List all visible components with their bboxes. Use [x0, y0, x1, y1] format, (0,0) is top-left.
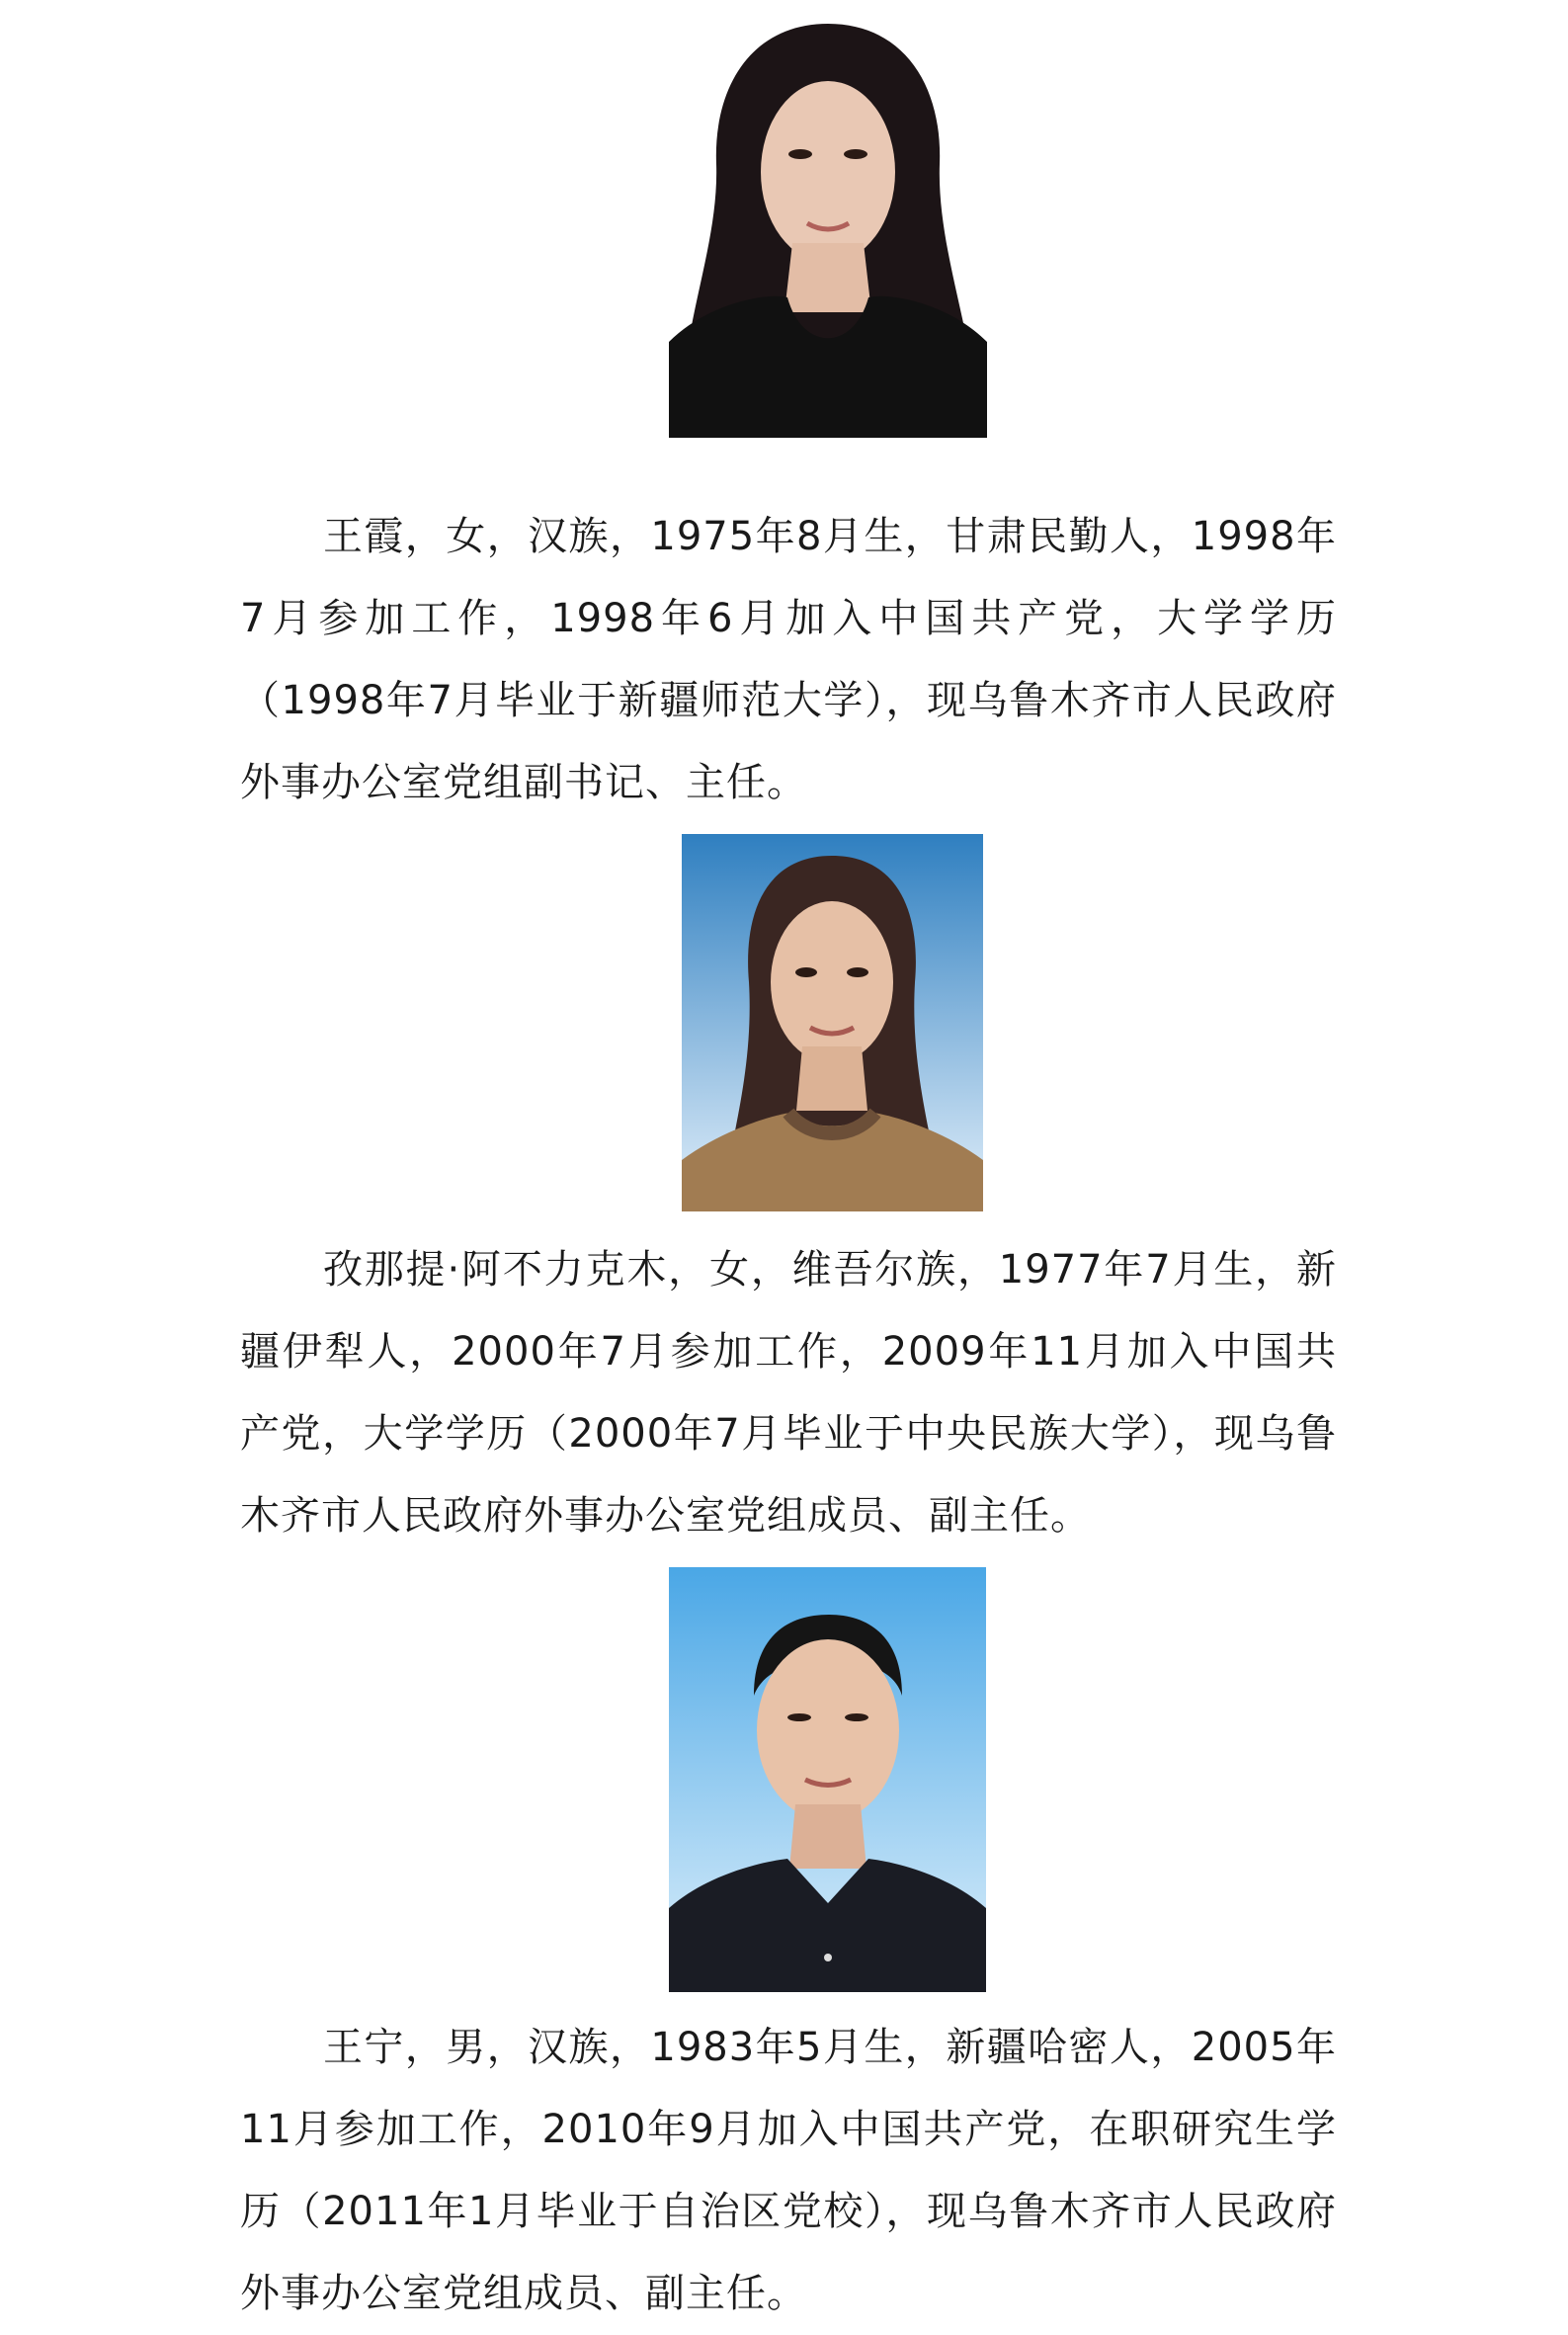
- portrait-photo-3: [669, 1567, 986, 1992]
- portrait-image-2: [682, 834, 983, 1211]
- portrait-image-1: [669, 16, 987, 438]
- bio-paragraph-2: 孜那提·阿不力克木，女，维吾尔族，1977年7月生，新疆伊犁人，2000年7月参加工作，2009年11月加入中国共产党，大学学历（2000年7月毕业于中央民族大学），现乌鲁木齐市人民政府外事办公室党组成员、副主任。: [240, 1247, 1337, 1539]
- portrait-photo-1: [669, 16, 987, 438]
- bio-paragraph-3: 王宁，男，汉族，1983年5月生，新疆哈密人，2005年11月参加工作，2010年9月加入中国共产党，在职研究生学历（2011年1月毕业于自治区党校），现乌鲁木齐市人民政府外事办公室党组成员、副主任。: [240, 2025, 1337, 2316]
- portrait-image-3: [669, 1567, 986, 1992]
- bio-paragraph-1: 王霞，女，汉族，1975年8月生，甘肃民勤人，1998年7月参加工作，1998年6月加入中国共产党，大学学历（1998年7月毕业于新疆师范大学），现乌鲁木齐市人民政府外事办公室党组副书记、主任。: [240, 514, 1337, 805]
- portrait-photo-2: [682, 834, 983, 1211]
